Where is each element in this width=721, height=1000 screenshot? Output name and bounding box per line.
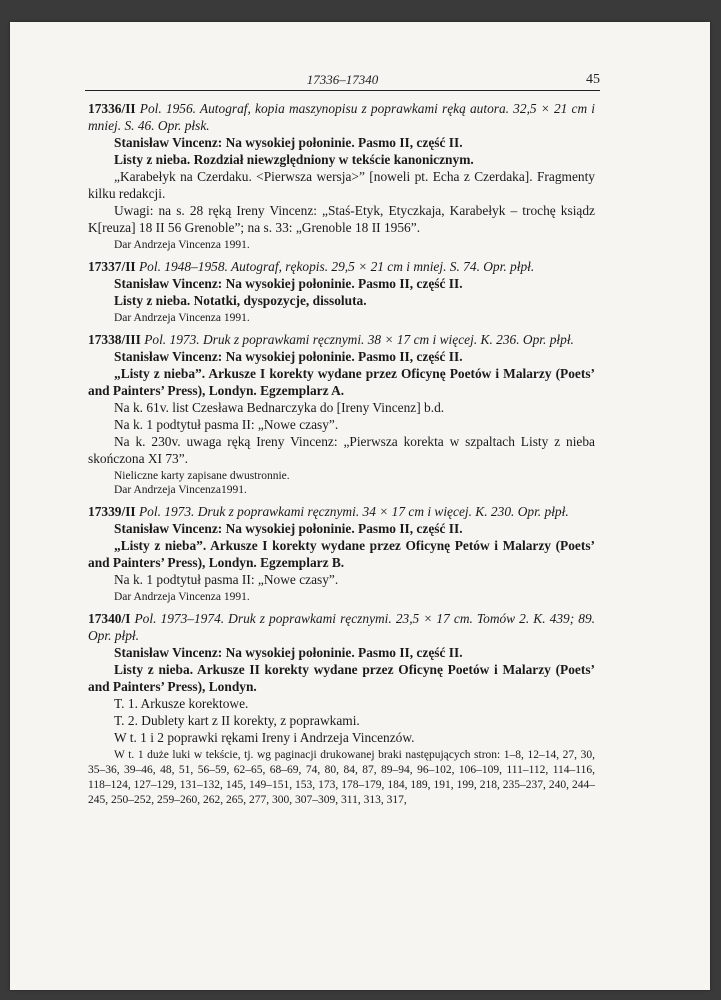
entry-title-line: Stanisław Vincenz: Na wysokiej połoninie. Pasmo II, część II.	[114, 521, 463, 536]
entry-note: Na k. 1 podtytuł pasma II: „Nowe czasy”.	[114, 417, 339, 432]
entry-provenance: Dar Andrzeja Vincenza 1991.	[114, 591, 250, 603]
catalog-entries	[88, 100, 595, 814]
page-number: 45	[586, 72, 600, 87]
entry-signature: 17338/III	[88, 332, 141, 347]
entry-note: „Karabełyk na Czerdaku. <Pierwsza wersja>” [noweli pt. Echa z Czerdaka]. Fragmenty kilku redakcji.	[88, 169, 595, 201]
entry-provenance: Dar Andrzeja Vincenza 1991.	[114, 312, 250, 324]
catalog-entry	[88, 503, 595, 604]
entry-note: Na k. 61v. list Czesława Bednarczyka do [Ireny Vincenz] b.d.	[114, 400, 445, 415]
catalog-entry	[88, 331, 595, 497]
entry-signature: 17336/II	[88, 101, 136, 116]
entry-description: Pol. 1956. Autograf, kopia maszynopisu z poprawkami ręką autora. 32,5 × 21 cm i mniej. S. 46. Opr. płsk.	[88, 101, 595, 133]
entry-heading	[88, 100, 595, 134]
entry-missing-pages-note: W t. 1 duże luki w tekście, tj. wg paginacji drukowanej braki następujących stron: 1–8, 12–14, 27, 30, 35–36, 39–46, 48, 51, 56–59, 62–65, 68–69, 74, 80, 84, 87, 89–94, 96–102, 106–109, 111–112, 114–116, 118–124, 127–129, 131–132, 145, 149–151, 153, 173, 178–179, 184, 189, 191, 199, 218, 235–237, 240, 244–245, 250–252, 259–260, 262, 265, 277, 300, 307–309, 311, 313, 317,	[88, 749, 595, 806]
entry-title-line: Stanisław Vincenz: Na wysokiej połoninie. Pasmo II, część II.	[114, 135, 463, 150]
entry-description: Pol. 1973. Druk z poprawkami ręcznymi. 38 × 17 cm i więcej. K. 236. Opr. płpł.	[144, 332, 574, 347]
catalog-entry	[88, 610, 595, 808]
entry-title-line: Stanisław Vincenz: Na wysokiej połoninie. Pasmo II, część II.	[114, 276, 463, 291]
entry-heading	[88, 503, 595, 520]
entry-title-line: Listy z nieba. Arkusze II korekty wydane przez Oficynę Poetów i Malarzy (Poets’ and Painters’ Press), Londyn.	[88, 662, 595, 694]
entry-title-line: Listy z nieba. Rozdział niewzględniony w tekście kanonicznym.	[114, 152, 474, 167]
running-title: 17336–17340	[306, 72, 379, 87]
entry-title-line: Stanisław Vincenz: Na wysokiej połoninie. Pasmo II, część II.	[114, 349, 463, 364]
entry-note: W t. 1 i 2 poprawki rękami Ireny i Andrzeja Vincenzów.	[114, 730, 415, 745]
catalog-entry	[88, 258, 595, 325]
entry-title-line: Stanisław Vincenz: Na wysokiej połoninie. Pasmo II, część II.	[114, 645, 463, 660]
entry-signature: 17337/II	[88, 259, 136, 274]
document-page	[10, 22, 710, 990]
entry-note: Na k. 230v. uwaga ręką Ireny Vincenz: „Pierwsza korekta w szpaltach Listy z nieba skończona XI 73”.	[88, 434, 595, 466]
entry-title-line: „Listy z nieba”. Arkusze I korekty wydane przez Oficynę Petów i Malarzy (Poets’ and Painters’ Press), Londyn. Egzemplarz B.	[88, 538, 595, 570]
entry-provenance: Dar Andrzeja Vincenza 1991.	[114, 239, 250, 251]
entry-description: Pol. 1948–1958. Autograf, rękopis. 29,5 × 21 cm i mniej. S. 74. Opr. płpł.	[138, 259, 535, 274]
entry-provenance: Dar Andrzeja Vincenza1991.	[114, 484, 247, 496]
entry-note: T. 2. Dublety kart z II korekty, z poprawkami.	[114, 713, 360, 728]
entry-title-line: Listy z nieba. Notatki, dyspozycje, dissoluta.	[114, 293, 367, 308]
entry-note: T. 1. Arkusze korektowe.	[114, 696, 249, 711]
entry-description: Pol. 1973. Druk z poprawkami ręcznymi. 34 × 17 cm i więcej. K. 230. Opr. płpł.	[138, 504, 569, 519]
entry-signature: 17339/II	[88, 504, 136, 519]
entry-heading	[88, 258, 595, 275]
entry-note: Na k. 1 podtytuł pasma II: „Nowe czasy”.	[114, 572, 339, 587]
entry-physical-note: Nieliczne karty zapisane dwustronnie.	[114, 470, 290, 482]
catalog-entry	[88, 100, 595, 252]
entry-signature: 17340/I	[88, 611, 131, 626]
entry-title-line: „Listy z nieba”. Arkusze I korekty wydane przez Oficynę Poetów i Malarzy (Poets’ and Painters’ Press), Londyn. Egzemplarz A.	[88, 366, 595, 398]
entry-heading	[88, 610, 595, 644]
entry-heading	[88, 331, 595, 348]
entry-note: Uwagi: na s. 28 ręką Ireny Vincenz: „Staś-Etyk, Etyczkaja, Karabełyk – trochę ksiądz K[reuza] 18 II 56 Grenoble”; na s. 33: „Grenoble 18 II 1956”.	[88, 203, 595, 235]
running-header	[85, 72, 600, 91]
entry-description: Pol. 1973–1974. Druk z poprawkami ręcznymi. 23,5 × 17 cm. Tomów 2. K. 439; 89. Opr. płpł.	[88, 611, 595, 643]
